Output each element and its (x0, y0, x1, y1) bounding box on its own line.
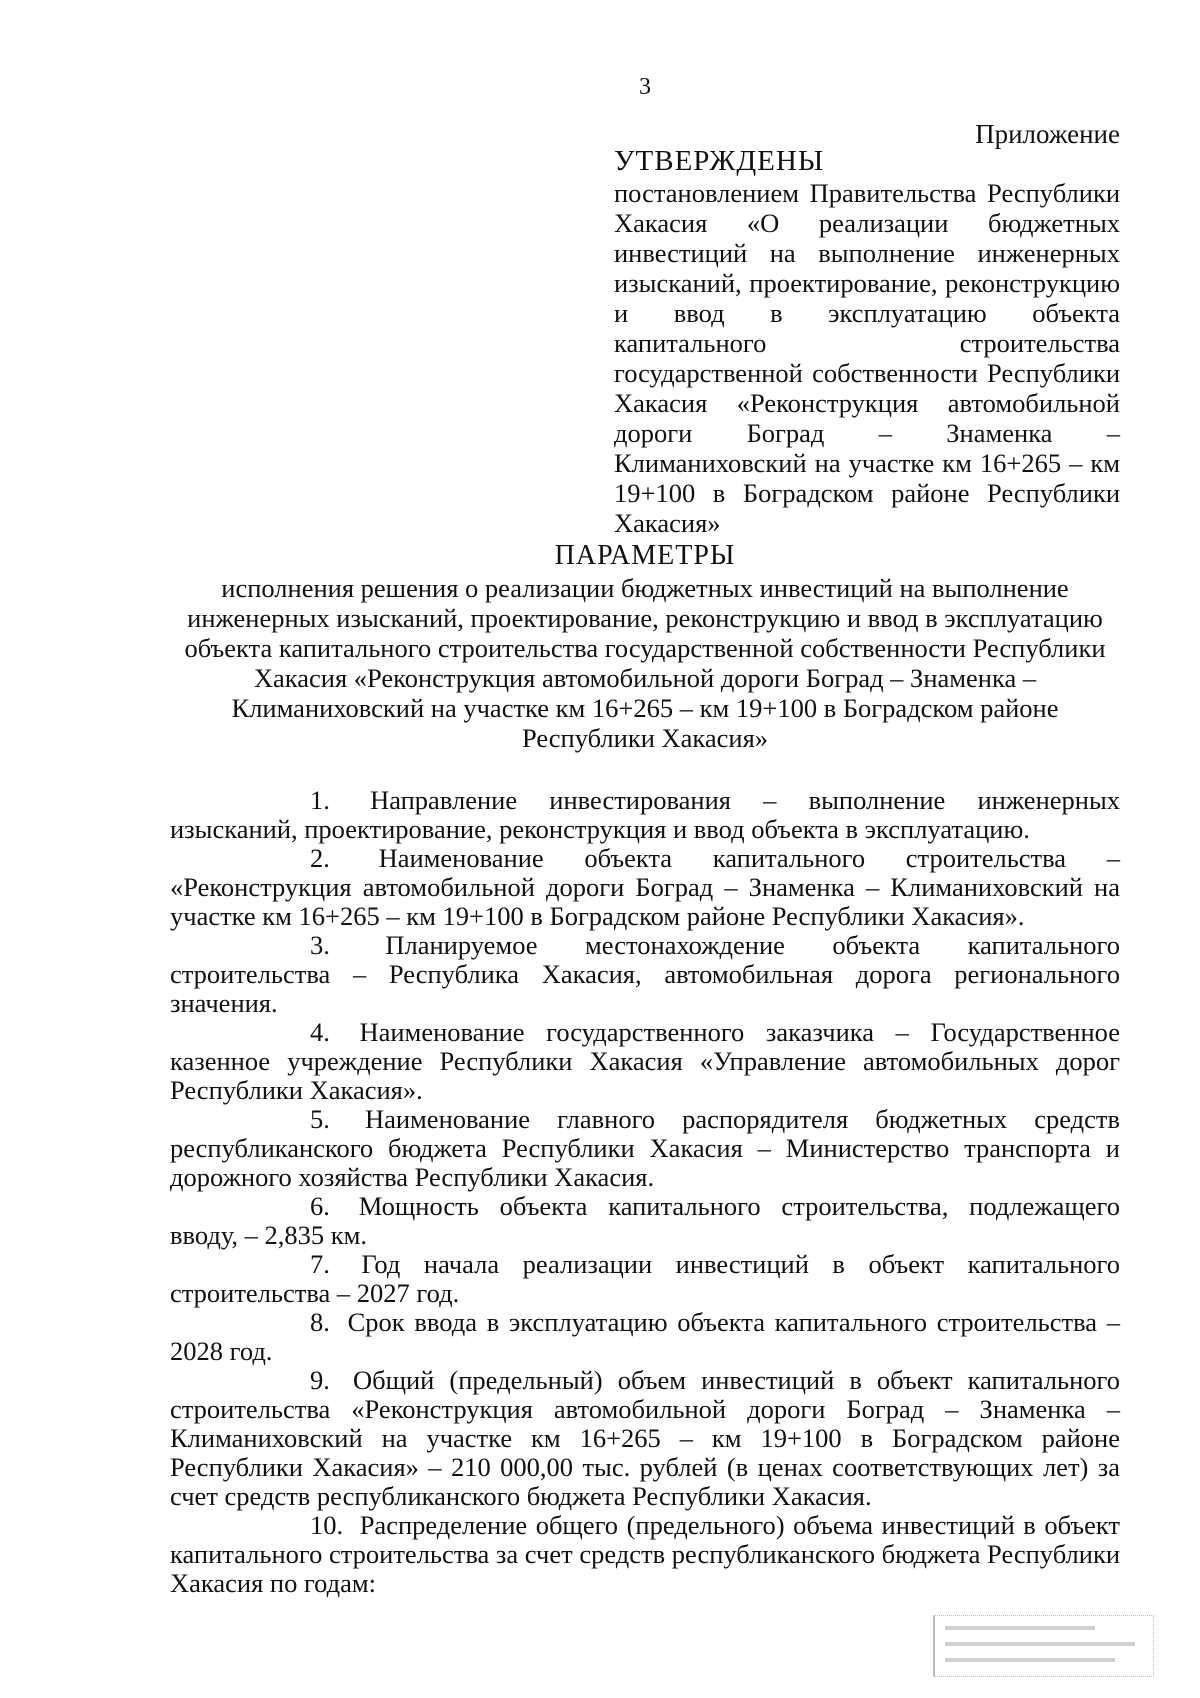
appendix-label: Приложение (975, 119, 1120, 149)
item-number: 3. (310, 930, 330, 960)
item-number: 5. (310, 1104, 330, 1134)
item-text: Год начала реализации инвестиций в объект капитального строительства – 2027 год. (170, 1249, 1121, 1308)
list-item (170, 1511, 1120, 1598)
list-item (170, 1192, 1120, 1250)
item-text: Общий (предельный) объем инвестиций в объект капитального строительства «Реконструкция автомобильной дороги Боград – Знаменка – Климаниховский на участке км 16+265 – км 19+100 в Боградском районе Республики Хакасия» – 210 000,00 тыс. рублей (в ценах соответствующих лет) за счет средств республиканского бюджета Республики Хакасия. (170, 1365, 1120, 1511)
item-text: Наименование объекта капитального строительства – «Реконструкция автомобильной дороги Боград – Знаменка – Климаниховский на участке км 16+265 – км 19+100 в Боградском районе Республики Хакасия». (170, 843, 1120, 931)
document-title: ПАРАМЕТРЫ (554, 540, 736, 571)
item-text: Направление инвестирования – выполнение инженерных изысканий, проектирование, реконструкция и ввод объекта в эксплуатацию. (170, 785, 1120, 844)
approved-heading: УТВЕРЖДЕНЫ (614, 145, 825, 177)
item-number: 9. (310, 1365, 330, 1395)
page-number: 3 (639, 74, 651, 100)
approval-text: постановлением Правительства Республики Хакасия «О реализации бюджетных инвестиций на выполнение инженерных изысканий, проектирование, реконструкцию и ввод в эксплуатацию объекта капитального строительства государственной собственности Республики Хакасия «Реконструкция автомобильной дороги Боград – Знаменка – Климаниховский на участке км 16+265 – км 19+100 в Боградском районе Республики Хакасия» (614, 178, 1120, 538)
item-text: Срок ввода в эксплуатацию объекта капитального строительства – 2028 год. (170, 1307, 1121, 1366)
item-number: 2. (310, 843, 330, 873)
item-number: 8. (310, 1307, 330, 1337)
item-number: 10. (310, 1510, 344, 1540)
item-text: Планируемое местонахождение объекта капитального строительства – Республика Хакасия, автомобильная дорога регионального значения. (170, 930, 1120, 1018)
list-item (170, 786, 1120, 844)
item-text: Мощность объекта капитального строительства, подлежащего вводу, – 2,835 км. (170, 1191, 1121, 1250)
stamp-line (945, 1658, 1115, 1662)
item-text: Наименование государственного заказчика – Государственное казенное учреждение Республики Хакасия «Управление автомобильных дорог Республики Хакасия». (170, 1017, 1121, 1105)
list-item (170, 1308, 1120, 1366)
item-text: Распределение общего (предельного) объема инвестиций в объект капитального строительства за счет средств республиканского бюджета Республики Хакасия по годам: (170, 1510, 1120, 1598)
items-list (170, 786, 1120, 1598)
list-item (170, 844, 1120, 931)
item-number: 1. (310, 785, 330, 815)
item-number: 4. (310, 1017, 330, 1047)
stamp-line (945, 1642, 1135, 1646)
registration-stamp (933, 1615, 1154, 1677)
list-item (170, 1105, 1120, 1192)
list-item (170, 931, 1120, 1018)
list-item (170, 1018, 1120, 1105)
list-item (170, 1250, 1120, 1308)
stamp-line (945, 1626, 1095, 1630)
document-subtitle: исполнения решения о реализации бюджетных инвестиций на выполнение инженерных изысканий, проектирование, реконструкцию и ввод в эксплуатацию объекта капитального строительства государственной собственности Республики Хакасия «Реконструкция автомобильной дороги Боград – Знаменка – Климаниховский на участке км 16+265 – км 19+100 в Боградском районе Республики Хакасия» (184, 573, 1106, 753)
item-number: 7. (310, 1249, 330, 1279)
item-number: 6. (310, 1191, 330, 1221)
item-text: Наименование главного распорядителя бюджетных средств республиканского бюджета Республики Хакасия – Министерство транспорта и дорожного хозяйства Республики Хакасия. (170, 1104, 1121, 1192)
list-item (170, 1366, 1120, 1511)
